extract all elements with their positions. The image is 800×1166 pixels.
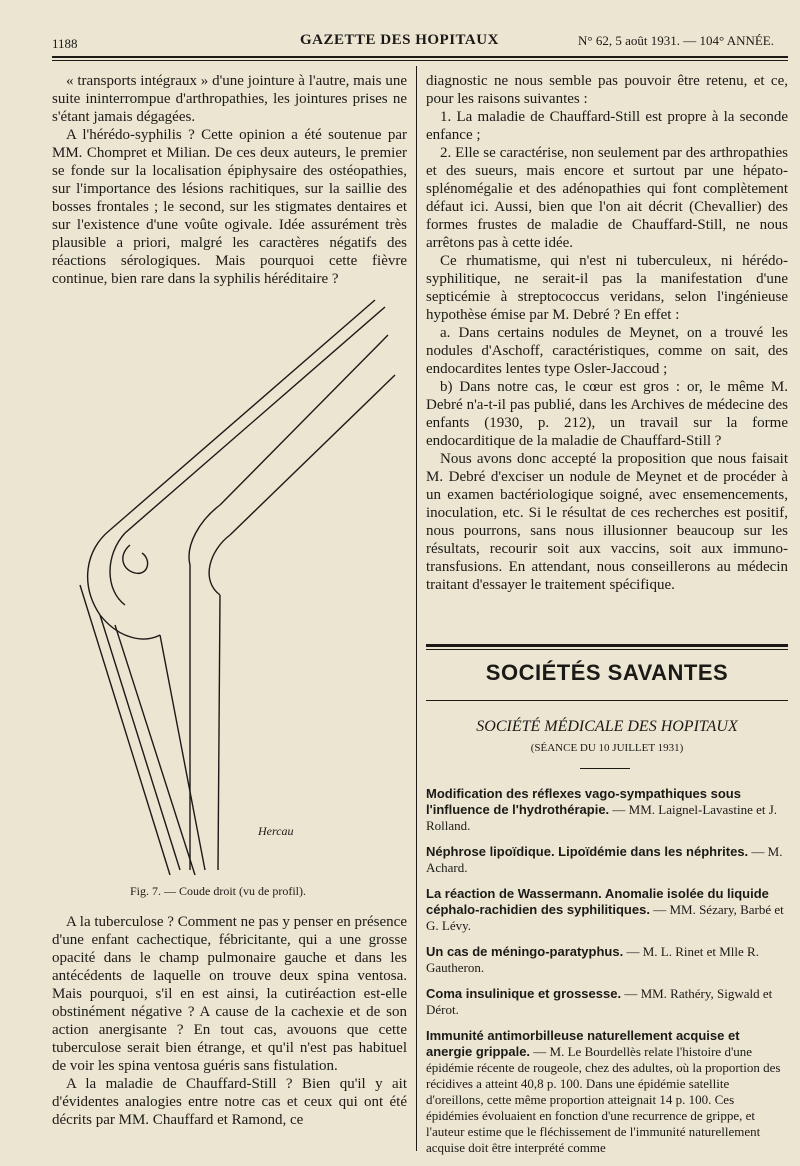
- entry-title: Un cas de méningo-paratyphus.: [426, 944, 624, 959]
- entry-title: Néphrose lipoïdique. Lipoïdémie dans les néphrites.: [426, 844, 749, 859]
- section-rule-thick: [426, 644, 788, 647]
- right-paragraph-5: a. Dans certains nodules de Meynet, on a trouvé les nodules d'Aschoff, caractéristiques, comme on sait, des endocardites lentes type Osler-Jaccoud ;: [426, 325, 788, 377]
- elbow-figure: [70, 295, 400, 880]
- entry-title: Coma insulinique et grossesse.: [426, 986, 622, 1001]
- column-divider: [416, 66, 417, 1151]
- session-date: (SÉANCE DU 10 JUILLET 1931): [530, 742, 684, 754]
- right-column-text: [426, 72, 788, 594]
- entry-authors: — MM. Sézary, Barbé et G. Lévy.: [426, 902, 784, 933]
- journal-title: GAZETTE DES HOPITAUX: [300, 32, 499, 48]
- entry-authors: — M. Le Bourdellès relate l'histoire d'une épidémie récente de rougeole, chez des adultes, où la proportion des récidives a atteint 40,8 p. 100. Dans une épidémie satellite d'oreillons, cette même proportion atteignait 14 p. 100. Ces épidémies évoluaient en fonction d'une recurrence de grippe, et l'auteur estime que le fléchissement de l'immunité naturellement acquise doit être interprété comme: [426, 1044, 781, 1155]
- session-rule: [580, 768, 630, 769]
- figure-caption: Fig. 7. — Coude droit (vu de profil).: [130, 884, 306, 898]
- header-rule-thin: [52, 60, 788, 61]
- humerus-line-1: [110, 300, 375, 530]
- right-paragraph-2: 1. La maladie de Chauffard-Still est propre à la seconde enfance ;: [426, 109, 788, 143]
- olecranon: [110, 533, 125, 605]
- entry-authors: — M. Achard.: [426, 844, 783, 875]
- left-paragraph-2: A l'hérédo-syphilis ? Cette opinion a été soutenue par MM. Chompret et Milian. De ces deux auteurs, le premier se fonde sur la localisation épiphysaire des ostéopathies, sur l'importance des lésions rachitiques, sur la saillie des bosses frontales ; le second, sur les stigmates dentaires et sur l'existence d'une voûte ogivale. Idée assurément très plausible a priori, malgré les caractères négatifs des réactions sérologiques. Mais pourquoi cette fièvre continue, bien rare dans la syphilis héréditaire ?: [52, 127, 407, 287]
- entry-authors: — M. L. Rinet et Mlle R. Gautheron.: [426, 944, 759, 975]
- left-column-bottom: [52, 913, 407, 1129]
- forearm-inner: [115, 625, 195, 875]
- society-entry: [426, 986, 788, 1018]
- society-entries: [426, 786, 788, 1166]
- society-entry: [426, 786, 788, 834]
- entry-title: Modification des réflexes vago-sympathiques sous l'influence de l'hydrothérapie.: [426, 786, 741, 817]
- left-paragraph-3: A la tuberculose ? Comment ne pas y penser en présence d'une enfant cachectique, fébricitante, qui a une grosse opacité dans le champ pulmonaire gauche et dans les antécédents de laquelle on trouve deux spina ventosa. Mais pourquoi, s'il en est ainsi, la cutiréaction est-elle obstinément négative ? A cause de la cachexie et de son action anergisante ? En tout cas, avouons que cette tuberculose serait bien étrange, et qu'il n'est pas habituel de voir les spina ventosa guéris sans fistulation.: [52, 914, 407, 1074]
- entry-title: Immunité antimorbilleuse naturellement acquise et anergie grippale.: [426, 1028, 740, 1059]
- society-entry: [426, 944, 788, 976]
- joint-curve-2: [209, 535, 230, 595]
- society-entry: [426, 886, 788, 934]
- page-number: 1188: [52, 36, 78, 51]
- forearm-contour: [80, 585, 170, 875]
- humerus-line-3: [230, 375, 395, 535]
- right-paragraph-7: Nous avons donc accepté la proposition que nous faisait M. Debré d'exciser un nodule de Meynet et de procéder à un examen bactériologique soigné, avec ensemencements, inoculation, etc. Si le résultat de ces recherches est positif, nous pourrons, sans nous illusionner beaucoup sur les résultats, recourir soit aux vaccins, soit aux immuno-transfusions. En attendant, nous conseillerons au médecin traitant d'essayer le traitement spécifique.: [426, 451, 788, 593]
- joint-curve-1: [189, 505, 220, 565]
- entry-authors: — MM. Rathéry, Sigwald et Dérot.: [426, 986, 773, 1017]
- humerus-line-4: [125, 307, 385, 533]
- elbow-outline: [88, 530, 160, 639]
- section-title-underline: [426, 700, 788, 701]
- left-paragraph-1: « transports intégraux » d'une jointure à l'autre, mais une suite ininterrompue d'arthropathies, les jointures prises ne s'étant jamais dégagées.: [52, 73, 407, 125]
- society-title: SOCIÉTÉ MÉDICALE DES HOPITAUX: [476, 718, 738, 735]
- section-title: SOCIÉTÉS SAVANTES: [485, 660, 729, 685]
- figure-signature: Hercau: [258, 824, 294, 838]
- issue-info: N° 62, 5 août 1931. — 104° ANNÉE.: [578, 33, 774, 48]
- society-entry: [426, 844, 788, 876]
- left-paragraph-4: A la maladie de Chauffard-Still ? Bien qu'il y ait d'évidentes analogies entre notre cas et ceux qui ont été décrits par MM. Chauffard et Ramond, ce: [52, 1076, 407, 1128]
- left-column-top: [52, 72, 407, 288]
- entry-authors: — MM. Laignel-Lavastine et J. Rolland.: [426, 802, 778, 833]
- right-paragraph-4: Ce rhumatisme, qui n'est ni tuberculeux, ni hérédo-syphilitique, ne serait-il pas la manifestation d'une septicémie à streptococcus veridans, selon l'ingénieuse hypothèse émise par M. Debré ? En effet :: [426, 253, 788, 323]
- entry-title: La réaction de Wassermann. Anomalie isolée du liquide céphalo-rachidien des syphilitiques.: [426, 886, 769, 917]
- page-header: [0, 30, 800, 54]
- right-paragraph-1: diagnostic ne nous semble pas pouvoir être retenu, et ce, pour les raisons suivantes :: [426, 73, 788, 107]
- section-rule-thin: [426, 649, 788, 650]
- right-paragraph-3: 2. Elle se caractérise, non seulement par des arthropathies et des sueurs, mais encore et surtout par une hépato-splénomégalie et des adénopathies qui font complètement défaut ici. Aussi, bien que l'on ait décrit (Chevallier) des formes frustes de maladie de Chauffard-Still, ne nous arrêtons pas à cette idée.: [426, 145, 788, 251]
- society-entry: [426, 1028, 788, 1156]
- humerus-line-2: [220, 335, 388, 505]
- ulna-line-2: [218, 595, 220, 870]
- radius-line-1: [100, 615, 180, 870]
- header-rule-thick: [52, 56, 788, 58]
- right-paragraph-6: b) Dans notre cas, le cœur est gros : or, le même M. Debré n'a-t-il pas publié, dans les Archives de médecine des enfants (1930, p. 212), un travail sur la forme endocarditique de la maladie de Chauffard-Still ?: [426, 379, 788, 449]
- trochlea: [123, 545, 148, 573]
